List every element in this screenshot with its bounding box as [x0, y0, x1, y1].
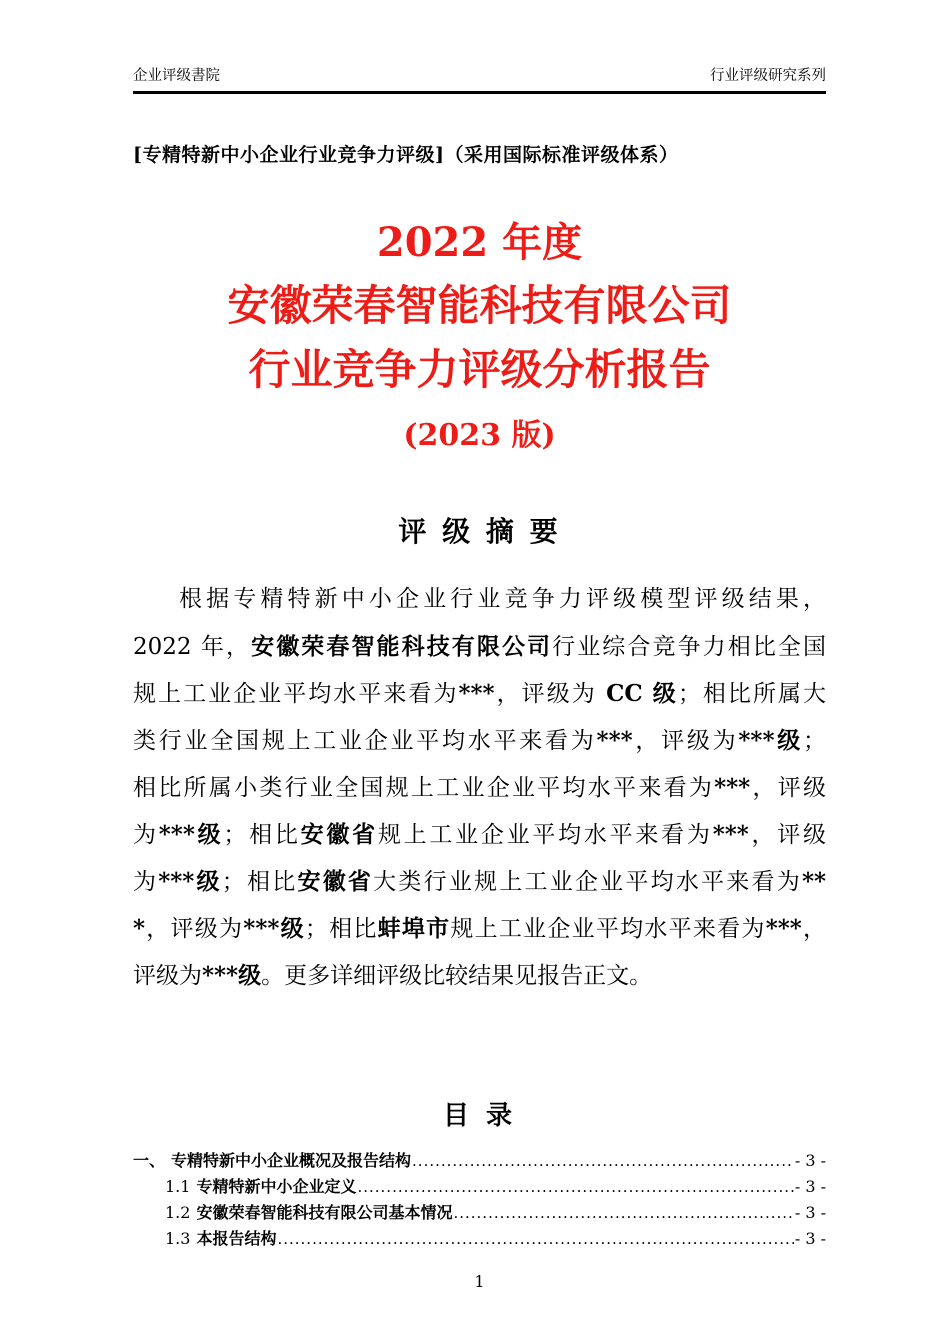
summary-run-bold: ***级	[202, 961, 262, 989]
summary-run: 规上工业企业平均水平来看为	[377, 821, 713, 848]
summary-run-bold: ***级	[243, 914, 305, 942]
summary-run: ；相比	[221, 868, 298, 895]
summary-run: 相比所属小类行业全国规上工业企业平均水平来看为	[133, 774, 715, 801]
summary-run: 为	[133, 868, 159, 895]
summary-run: ，评级为	[632, 727, 739, 754]
toc-item-label: 专精特新中小企业概况及报告结构	[171, 1150, 412, 1170]
summary-run: 规上工业企业平均水平来看为	[133, 680, 459, 707]
page-number: 1	[474, 1271, 485, 1291]
summary-run-bold: ***	[765, 914, 802, 942]
summary-line	[133, 905, 826, 952]
summary-run: 。更多详细评级比较结果见报告正文。	[261, 962, 653, 989]
toc-item-number: 1.3	[165, 1228, 191, 1248]
summary-paragraph	[133, 576, 826, 999]
summary-run-bold: ***级	[158, 867, 222, 895]
summary-run-bold: CC 级	[606, 679, 678, 707]
summary-line	[133, 858, 826, 905]
toc-item-label: 安徽荣春智能科技有限公司基本情况	[196, 1202, 453, 1222]
toc-item-label: 本报告结构	[196, 1228, 277, 1248]
toc-list	[133, 1148, 826, 1252]
summary-run-bold: ***	[458, 679, 495, 707]
toc-page-number: - 3 -	[794, 1176, 826, 1196]
toc-leader-dots	[277, 1226, 793, 1252]
summary-run: ，评级	[748, 821, 827, 848]
toc-heading: 目 录	[442, 1100, 517, 1131]
summary-run-bold: 安徽省	[300, 820, 378, 848]
summary-run-bold: 安徽省	[297, 867, 374, 895]
summary-run-bold: ***级	[738, 726, 803, 754]
summary-run: 类行业全国规上工业企业平均水平来看为	[133, 727, 597, 754]
toc-item-number: 一、	[133, 1150, 166, 1170]
summary-run-bold: ***	[712, 820, 749, 848]
series-label: [专精特新中小企业行业竞争力评级]（采用国际标准评级体系）	[133, 144, 679, 166]
summary-run: 根据专精特新中小企业行业竞争力评级模型评级结果，	[179, 585, 826, 612]
header-right-label: 行业评级研究系列	[710, 68, 826, 84]
toc-leader-dots	[412, 1148, 794, 1174]
summary-run: ；	[803, 727, 826, 754]
toc-item-number: 1.1	[165, 1176, 191, 1196]
summary-line	[133, 952, 826, 999]
summary-run: ；相比所属大	[677, 680, 827, 707]
summary-run: 为	[133, 821, 159, 848]
toc-page-number: - 3 -	[794, 1228, 826, 1248]
summary-run-bold: ***	[596, 726, 633, 754]
summary-line	[133, 623, 826, 670]
report-title-block	[133, 219, 826, 454]
toc-leader-dots	[453, 1200, 793, 1226]
report-title-line: 行业竞争力评级分析报告	[248, 345, 711, 395]
toc-item[interactable]	[133, 1200, 826, 1226]
summary-run: ；相比	[223, 821, 301, 848]
summary-run: ；相比	[304, 915, 378, 942]
toc-page-number: - 3 -	[794, 1202, 826, 1222]
header-left-label: 企业评级書院	[133, 68, 220, 84]
toc-item-number: 1.2	[165, 1202, 191, 1222]
summary-run: 评级为	[133, 962, 202, 989]
summary-run: ，评级为	[494, 680, 607, 707]
summary-line	[133, 670, 826, 717]
summary-run: 行业综合竞争力相比全国	[552, 633, 826, 660]
toc-leader-dots	[357, 1174, 793, 1200]
summary-run-bold: ***级	[158, 820, 224, 848]
summary-run: 大类行业规上工业企业平均水平来看为	[373, 868, 802, 895]
toc-item[interactable]	[133, 1174, 826, 1200]
toc-page-number: - 3 -	[794, 1150, 826, 1170]
report-title-line: 安徽荣春智能科技有限公司	[227, 281, 732, 330]
summary-run-bold: 蚌埠市	[377, 914, 451, 942]
toc-item[interactable]	[133, 1148, 826, 1174]
report-title-line: (2023 版)	[403, 417, 556, 453]
summary-run: ，	[801, 915, 827, 942]
summary-heading: 评 级 摘 要	[398, 514, 561, 548]
summary-line	[133, 811, 826, 858]
summary-run-bold: 安徽荣春智能科技有限公司	[251, 632, 553, 660]
page-header	[133, 64, 826, 94]
summary-run-bold: *	[133, 914, 146, 942]
summary-run: 2022 年，	[133, 633, 252, 660]
summary-line	[133, 717, 826, 764]
summary-run: ，评级为	[145, 915, 244, 942]
summary-line	[133, 764, 826, 811]
summary-run-bold: **	[801, 867, 827, 895]
toc-item[interactable]	[133, 1226, 826, 1252]
toc-item-label: 专精特新中小企业定义	[196, 1176, 357, 1196]
summary-run: ，评级	[750, 774, 826, 801]
summary-run-bold: ***	[714, 773, 751, 801]
summary-run: 规上工业企业平均水平来看为	[450, 915, 766, 942]
summary-line	[133, 576, 826, 623]
report-title-line: 2022 年度	[376, 219, 583, 266]
